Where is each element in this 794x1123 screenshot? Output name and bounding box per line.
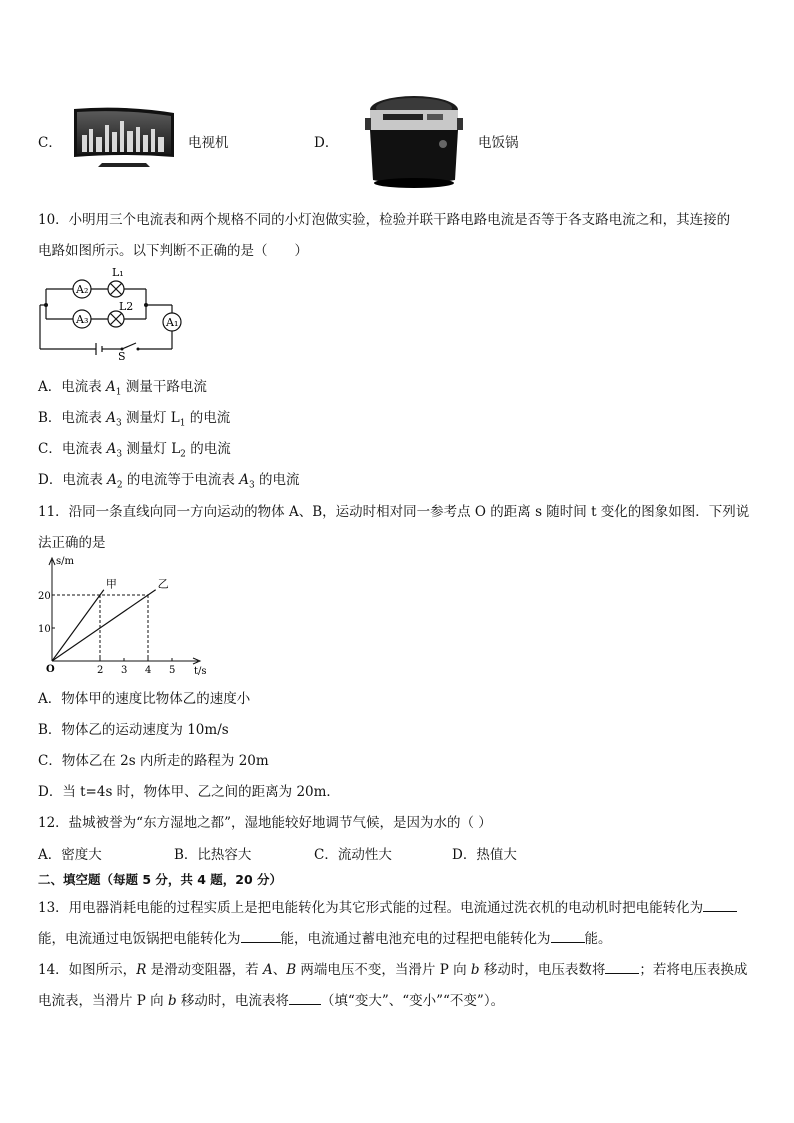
q10-option-c: C．电流表 $A_3$ 测量灯 $L_2$ 的电流 — [38, 441, 231, 460]
y-tick-label: 20 — [38, 591, 51, 602]
x-tick-label: 5 — [169, 665, 176, 676]
q12-option-d: D．热值大 — [452, 847, 517, 863]
q14-line2: 电流表，当滑片 P 向 b 移动时，电流表将 （填“变大”、“变小”“不变”）。 — [38, 989, 504, 1009]
q14-line1: 14．如图所示，R 是滑动变阻器，若 A、B 两端电压不变，当滑片 P 向 b 移动时，电压表数将 ；若将电压表换成 — [38, 958, 747, 978]
q10-option-b: B．电流表 $A_3$ 测量灯 $L_1$ 的电流 — [38, 410, 231, 429]
q12-option-c: C．流动性大 — [314, 847, 392, 863]
q11-option-d: D．当 t=4s 时，物体甲、乙之间的距离为 20m． — [38, 784, 340, 800]
q13-blank-2[interactable] — [241, 928, 281, 943]
q11-option-b: B．物体乙的运动速度为 10m/s — [38, 722, 229, 738]
q11-st-graph — [36, 554, 208, 680]
q13-blank-1[interactable] — [703, 897, 737, 912]
q10-circuit-diagram — [36, 265, 191, 361]
q12-option-b: B．比热容大 — [174, 847, 252, 863]
q11-option-a: A．物体甲的速度比物体乙的速度小 — [38, 691, 251, 707]
x-tick-label: 2 — [97, 665, 104, 676]
option-c-label: 电视机 — [188, 135, 229, 151]
q10-option-a: A．电流表 $A_1$ 测量干路电流 — [38, 379, 207, 398]
q12-stem: 12．盐城被誉为“东方湿地之都”，湿地能较好地调节气候，是因为水的（ ） — [38, 815, 492, 831]
circuit-label-l1: L₁ — [112, 266, 124, 279]
series-line-1 — [52, 590, 104, 661]
circuit-label-a1: A₁ — [166, 316, 179, 329]
origin-label: O — [46, 664, 55, 675]
circuit-label-a2: A₂ — [76, 283, 89, 296]
y-axis-label: s/m — [56, 556, 74, 567]
series-label-2: 乙 — [157, 577, 169, 591]
q11-stem-line1: 11．沿同一条直线向同一方向运动的物体 A、B，运动时相对同一参考点 O 的距离 s 随时间 t 变化的图象如图．下列说 — [38, 504, 750, 520]
series-line-2 — [52, 590, 156, 661]
section-2-title: 二、填空题（每题 5 分，共 4 题，20 分） — [38, 872, 283, 887]
option-d-label: 电饭锅 — [478, 135, 519, 151]
circuit-label-l2: L2 — [119, 300, 134, 313]
q13-line2: 能，电流通过电饭锅把电能转化为 能，电流通过蓄电池充电的过程把电能转化为 能。 — [38, 927, 612, 947]
x-tick-label: 4 — [145, 665, 152, 676]
q14-blank-2[interactable] — [289, 990, 321, 1005]
q13-line1: 13．用电器消耗电能的过程实质上是把电能转化为其它形式能的过程。电流通过洗衣机的电动机时把电能转化为 — [38, 896, 737, 916]
q13-blank-3[interactable] — [551, 928, 585, 943]
circuit-label-s: S — [118, 350, 126, 361]
option-c-letter: C． — [38, 135, 62, 151]
q10-stem-line1: 10．小明用三个电流表和两个规格不同的小灯泡做实验，检验并联干路电路电流是否等于各支路电流之和，其连接的 — [38, 212, 731, 228]
q11-option-c: C．物体乙在 2s 内所走的路程为 20m — [38, 753, 269, 769]
x-tick-label: 3 — [121, 665, 128, 676]
x-axis-label: t/s — [194, 666, 207, 677]
option-d-letter: D． — [314, 135, 339, 151]
y-tick-label: 10 — [38, 624, 51, 635]
q12-option-a: A．密度大 — [38, 847, 102, 863]
television-image — [72, 107, 176, 169]
series-label-1: 甲 — [105, 577, 117, 591]
circuit-label-a3: A₃ — [76, 313, 89, 326]
q10-option-d: D．电流表 $A_2$ 的电流等于电流表 $A_3$ 的电流 — [38, 472, 300, 491]
rice-cooker-image — [363, 88, 465, 191]
q11-stem-line2: 法正确的是 — [38, 535, 106, 551]
q14-blank-1[interactable] — [605, 959, 639, 974]
q10-stem-line2: 电路如图所示。以下判断不正确的是（ ） — [38, 243, 308, 259]
